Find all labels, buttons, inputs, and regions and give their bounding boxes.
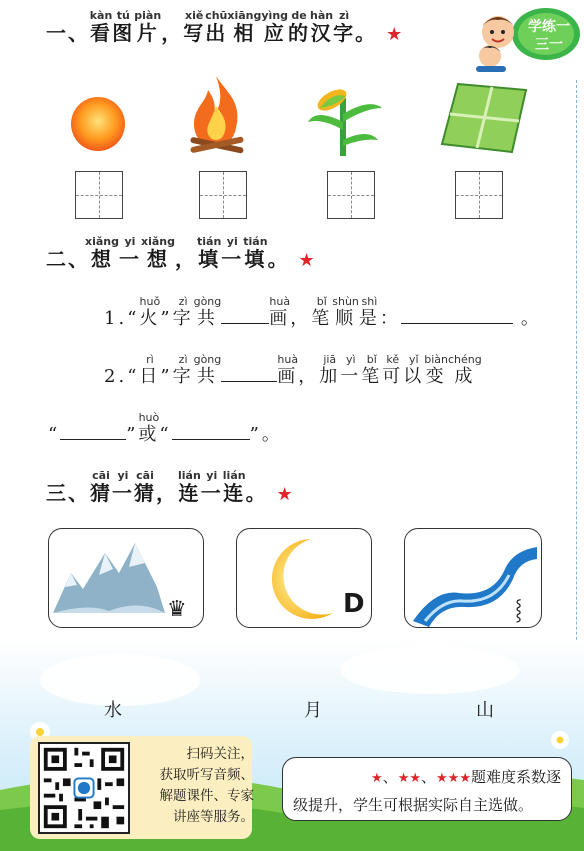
hanzi-with-pinyin: ， (161, 21, 184, 45)
hanzi-with-pinyin: ， (156, 481, 178, 505)
hanzi-with-pinyin: 顺shùn (332, 295, 359, 329)
hanzi-with-pinyin: 图tú (112, 9, 135, 45)
difficulty-star: ★ (386, 24, 405, 45)
section3-number: 三、 (46, 481, 90, 505)
hanzi-with-pinyin: 日rì (139, 353, 161, 387)
hanzi-with-pinyin: ” (160, 308, 173, 329)
hanzi-with-pinyin: 相xiāng (227, 9, 262, 45)
qr-code[interactable] (38, 742, 130, 834)
fire-image (184, 72, 248, 160)
hanzi-with-pinyin: ： (379, 308, 401, 329)
stroke-order-blank[interactable] (401, 306, 513, 324)
new-character-blank-2[interactable] (172, 422, 250, 440)
hanzi-with-pinyin: 填tián (243, 235, 268, 271)
section1-number: 一、 (46, 21, 90, 45)
brand-badge (468, 4, 580, 76)
hanzi-with-pinyin: 出chū (205, 9, 228, 45)
section2-number: 二、 (46, 247, 90, 271)
hanzi-with-pinyin: 共gòng (193, 295, 222, 329)
hanzi-with-pinyin: 看kàn (89, 9, 113, 45)
question-number: 2. (104, 366, 128, 387)
writing-grid-4[interactable] (455, 171, 503, 219)
question-number: 1. (104, 308, 128, 329)
hanzi-with-pinyin: 字zì (172, 353, 194, 387)
hanzi-with-pinyin: 画huà (277, 353, 299, 387)
hanzi-with-pinyin: 想xiǎng (141, 235, 175, 271)
hanzi-with-pinyin: 。 (355, 21, 378, 45)
section2-heading (46, 236, 317, 272)
hanzi-with-pinyin: 以yǐ (403, 353, 425, 387)
section1-heading (46, 10, 404, 46)
question-2-2-continued: “ ”或huò“ ”。 (48, 411, 283, 445)
corn-plant-image (306, 78, 384, 156)
hanzi-with-pinyin: 连lián (178, 469, 201, 505)
answer-char-water[interactable]: 水 (104, 700, 122, 721)
ancient-moon-glyph: D (343, 589, 365, 619)
difficulty-star: ★ (276, 484, 295, 505)
badge-text: 学练一三一 (528, 19, 570, 53)
hanzi-with-pinyin: 一yi (200, 469, 223, 505)
qr-description: 扫码关注， 获取听写音频、 解题课件、专家 讲座等服务。 (159, 746, 254, 825)
hanzi-with-pinyin: 字zì (172, 295, 194, 329)
hanzi-with-pinyin: 画huà (269, 295, 291, 329)
section2-title (85, 235, 290, 271)
answer-char-mountain[interactable]: 山 (476, 700, 494, 721)
answer-char-moon[interactable]: 月 (304, 700, 322, 721)
sun-image (66, 92, 130, 156)
hanzi-with-pinyin: 一yi (112, 469, 134, 505)
hanzi-with-pinyin: ， (290, 308, 312, 329)
hanzi-with-pinyin: 的de (288, 9, 311, 45)
writing-grid-3[interactable] (327, 171, 375, 219)
hanzi-with-pinyin: ” (160, 366, 173, 387)
mountain-card[interactable] (48, 528, 204, 628)
hanzi-with-pinyin: 猜cāi (134, 469, 156, 505)
moon-card[interactable] (236, 528, 372, 628)
stroke-count-blank[interactable] (221, 306, 269, 324)
hanzi-with-pinyin: 加jiā (319, 353, 341, 387)
section3-title (90, 469, 268, 505)
hanzi-with-pinyin: 变biàn (424, 353, 449, 387)
difficulty-star: ★ (298, 250, 317, 271)
hanzi-with-pinyin: 写xiě (183, 9, 206, 45)
hanzi-with-pinyin: 笔bǐ (361, 353, 383, 387)
hanzi-with-pinyin: “ (127, 308, 140, 329)
ancient-mountain-glyph: ♛ (167, 597, 187, 622)
hanzi-with-pinyin: 想xiǎng (85, 235, 119, 271)
question-2-2 (104, 354, 482, 388)
hanzi-with-pinyin: 填tián (197, 235, 222, 271)
hanzi-with-pinyin: 火huǒ (139, 295, 161, 329)
hanzi-with-pinyin: 一yì (340, 353, 362, 387)
section1-title (89, 9, 378, 45)
ancient-water-glyph: ⸾ (515, 597, 523, 621)
hanzi-with-pinyin: 或huò (138, 411, 160, 445)
stroke-count-blank[interactable] (221, 364, 277, 382)
hanzi-with-pinyin: 笔bǐ (311, 295, 333, 329)
new-character-blank-1[interactable] (60, 422, 126, 440)
hanzi-with-pinyin: 汉hàn (310, 9, 334, 45)
hanzi-with-pinyin: 连lián (222, 469, 246, 505)
hanzi-with-pinyin: 应yìng (261, 9, 289, 45)
hanzi-with-pinyin: 猜cāi (90, 469, 112, 505)
hanzi-with-pinyin: 可kě (382, 353, 404, 387)
question-2-1: 1.“ 火huǒ” 字zì共gòng画huà， 笔bǐ顺shùn是shì： 。 (104, 295, 542, 329)
hanzi-with-pinyin: 一yi (119, 235, 141, 271)
hanzi-with-pinyin: 。 (245, 481, 268, 505)
hanzi-with-pinyin: 片piàn (134, 9, 162, 45)
hanzi-with-pinyin: 共gòng (193, 353, 222, 387)
hanzi-with-pinyin: 字zì (333, 9, 356, 45)
river-card[interactable] (404, 528, 542, 628)
hanzi-with-pinyin: 是shì (358, 295, 380, 329)
hanzi-with-pinyin: 一yi (221, 235, 244, 271)
section3-heading (46, 470, 295, 506)
difficulty-note: ★、★★、★★★题难度系数逐 级提升，学生可根据实际自主选做。 (282, 757, 572, 821)
writing-grid-1[interactable] (75, 171, 123, 219)
field-image (438, 80, 530, 156)
hanzi-with-pinyin: ， (298, 366, 320, 387)
writing-grid-2[interactable] (199, 171, 247, 219)
hanzi-with-pinyin: “ (127, 366, 140, 387)
hanzi-with-pinyin: 成chéng (448, 353, 482, 387)
hanzi-with-pinyin: ， (175, 247, 197, 271)
hanzi-with-pinyin: 。 (267, 247, 290, 271)
